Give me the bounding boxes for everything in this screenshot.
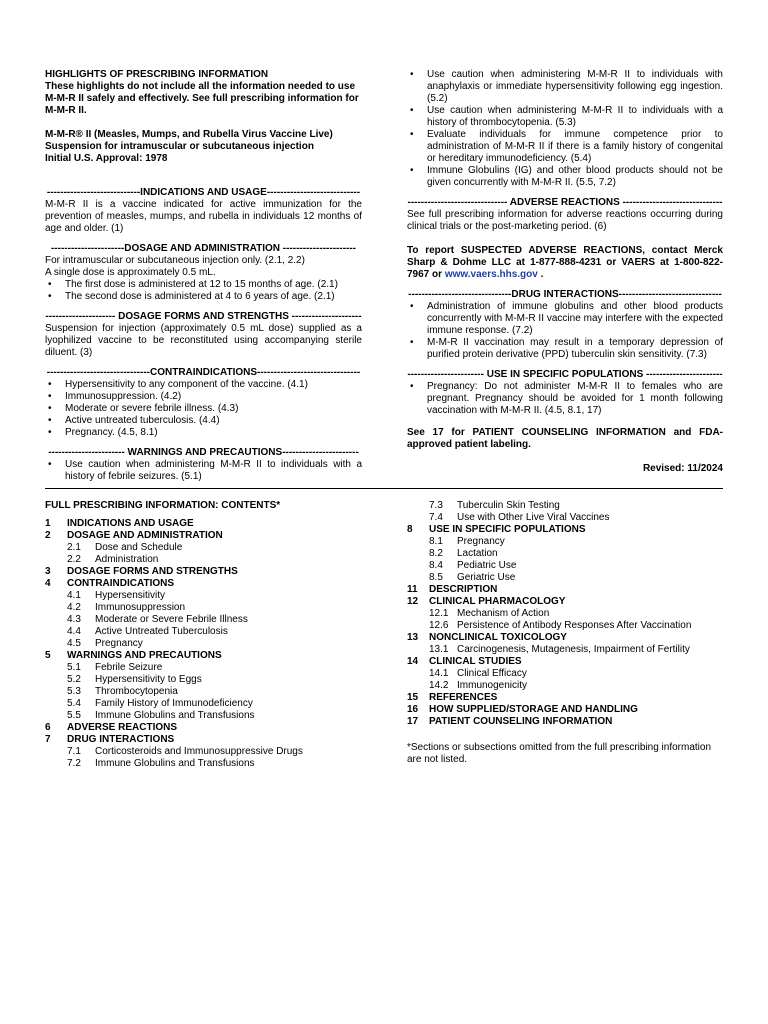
counseling-reference: See 17 for PATIENT COUNSELING INFORMATION and FDA-approved patient labeling.	[407, 427, 723, 450]
toc-right-list	[407, 500, 723, 728]
toc-subsection-2-1[interactable]	[45, 542, 362, 554]
toc-subsection-4-2[interactable]	[45, 602, 362, 614]
toc-subsection-number: 14.1	[429, 668, 449, 679]
toc-section-title: REFERENCES	[429, 692, 498, 703]
toc-section-12[interactable]	[407, 596, 723, 608]
toc-section-17[interactable]	[407, 716, 723, 728]
toc-subsection-number: 4.5	[67, 638, 81, 649]
toc-subsection-title: Thrombocytopenia	[95, 686, 178, 697]
toc-subsection-8-4[interactable]	[407, 560, 723, 572]
indications-text: M-M-R II is a vaccine indicated for active immunization for the prevention of measles, mumps, and rubella in individuals 12 months of age and older. (1)	[45, 199, 362, 234]
toc-left-list	[45, 518, 362, 770]
list-item: • Hypersensitivity to any component of the vaccine. (4.1)	[45, 379, 362, 391]
list-item: • Pregnancy: Do not administer M-M-R II to females who are pregnant. Pregnancy should be avoided for 1 month following vaccination with M-M-R II. (4.5, 8.1, 17)	[407, 381, 723, 417]
toc-subsection-number: 7.1	[67, 746, 81, 757]
toc-footnote: *Sections or subsections omitted from the full prescribing information are not listed.	[407, 742, 712, 765]
vaers-link[interactable]: www.vaers.hhs.gov	[444, 269, 538, 280]
toc-section-number: 11	[407, 584, 418, 595]
toc-section-number: 5	[45, 650, 51, 661]
toc-subsection-number: 5.1	[67, 662, 81, 673]
list-item: • The first dose is administered at 12 to 15 months of age. (2.1)	[45, 279, 362, 291]
dosage-forms-text: Suspension for injection (approximately 0.5 mL dose) supplied as a lyophilized vaccine to be reconstituted using accompanying sterile diluent. (3)	[45, 323, 362, 358]
toc-subsection-number: 8.2	[429, 548, 443, 559]
toc-section-8[interactable]	[407, 524, 723, 536]
toc-section-15[interactable]	[407, 692, 723, 704]
toc-subsection-4-3[interactable]	[45, 614, 362, 626]
toc-section-title: PATIENT COUNSELING INFORMATION	[429, 716, 613, 727]
toc-subsection-title: Persistence of Antibody Responses After Vaccination	[457, 620, 692, 631]
toc-section-title: ADVERSE REACTIONS	[67, 722, 178, 733]
warnings-list-right	[407, 69, 723, 189]
adverse-reactions-heading: ------------------------------ ADVERSE REACTIONS ------------------------------	[407, 197, 723, 208]
toc-section-title: USE IN SPECIFIC POPULATIONS	[429, 524, 586, 535]
adverse-report-end: .	[537, 269, 544, 280]
toc-subsection-title: Use with Other Live Viral Vaccines	[457, 512, 610, 523]
toc-section-number: 14	[407, 656, 419, 667]
toc-subsection-number: 4.2	[67, 602, 81, 613]
toc-subsection-number: 4.4	[67, 626, 81, 637]
toc-right-column	[407, 500, 723, 766]
toc-section-number: 16	[407, 704, 419, 715]
list-item: • Immune Globulins (IG) and other blood products should not be given concurrently with M-M-R II. (5.5, 7.2)	[407, 165, 723, 189]
toc-subsection-title: Immune Globulins and Transfusions	[95, 710, 255, 721]
toc-subsection-title: Immunosuppression	[95, 602, 186, 613]
toc-subsection-5-2[interactable]	[45, 674, 362, 686]
toc-section-title: DRUG INTERACTIONS	[67, 734, 175, 745]
contraindications-list	[45, 379, 362, 439]
toc-section-title: INDICATIONS AND USAGE	[67, 518, 194, 529]
toc-subsection-title: Hypersensitivity	[95, 590, 166, 601]
toc-subsection-number: 5.5	[67, 710, 81, 721]
contraindications-heading: -------------------------------CONTRAINDICATIONS-------------------------------	[46, 367, 361, 378]
toc-section-number: 12	[407, 596, 419, 607]
toc-subsection-number: 5.3	[67, 686, 81, 697]
toc-subsection-title: Administration	[95, 554, 159, 565]
toc-subsection-5-4[interactable]	[45, 698, 362, 710]
toc-subsection-title: Pregnancy	[457, 536, 505, 547]
list-item: • Immunosuppression. (4.2)	[45, 391, 362, 403]
warnings-list-left	[45, 459, 362, 483]
toc-section-title: DOSAGE FORMS AND STRENGTHS	[67, 566, 238, 577]
list-item: • Active untreated tuberculosis. (4.4)	[45, 415, 362, 427]
product-name: M-M-R® II (Measles, Mumps, and Rubella Virus Vaccine Live)	[45, 129, 333, 140]
toc-subsection-14-1[interactable]	[407, 668, 723, 680]
toc-section-title: NONCLINICAL TOXICOLOGY	[429, 632, 567, 643]
toc-section-14[interactable]	[407, 656, 723, 668]
toc-section-11[interactable]	[407, 584, 723, 596]
toc-subsection-title: Immune Globulins and Transfusions	[95, 758, 255, 769]
revised-date: Revised: 11/2024	[642, 463, 723, 474]
toc-subsection-title: Immunogenicity	[457, 680, 528, 691]
toc-subsection-7-3[interactable]	[407, 500, 723, 512]
toc-subsection-12-1[interactable]	[407, 608, 723, 620]
toc-section-title: DOSAGE AND ADMINISTRATION	[67, 530, 223, 541]
toc-section-number: 4	[45, 578, 51, 589]
toc-subsection-4-5[interactable]	[45, 638, 362, 650]
toc-subsection-number: 7.3	[429, 500, 443, 511]
toc-subsection-title: Carcinogenesis, Mutagenesis, Impairment of Fertility	[457, 644, 690, 655]
toc-subsection-7-4[interactable]	[407, 512, 723, 524]
list-item: • Use caution when administering M-M-R II to individuals with a history of febrile seizures. (5.1)	[45, 459, 362, 483]
toc-subsection-title: Clinical Efficacy	[457, 668, 527, 679]
toc-subsection-title: Febrile Seizure	[95, 662, 163, 673]
list-item: • Administration of immune globulins and other blood products concurrently with M-M-R II vaccine may interfere with the expected immune response. (7.2)	[407, 301, 723, 337]
toc-subsection-8-1[interactable]	[407, 536, 723, 548]
adverse-reactions-text: See full prescribing information for adverse reactions occurring during clinical trials or the post-marketing period. (6)	[407, 209, 723, 232]
dosage-heading: ----------------------DOSAGE AND ADMINISTRATION ----------------------	[50, 243, 357, 254]
toc-subsection-title: Moderate or Severe Febrile Illness	[95, 614, 248, 625]
toc-section-title: CLINICAL PHARMACOLOGY	[429, 596, 566, 607]
toc-section-number: 2	[45, 530, 51, 541]
toc-subsection-12-6[interactable]	[407, 620, 723, 632]
section-divider	[45, 488, 723, 489]
toc-subsection-title: Dose and Schedule	[95, 542, 183, 553]
warnings-heading: ----------------------- WARNINGS AND PRECAUTIONS-----------------------	[48, 447, 359, 458]
toc-subsection-7-2[interactable]	[45, 758, 362, 770]
toc-subsection-number: 8.4	[429, 560, 443, 571]
list-item: • Pregnancy. (4.5, 8.1)	[45, 427, 362, 439]
toc-subsection-number: 12.1	[429, 608, 449, 619]
toc-subsection-title: Pregnancy	[95, 638, 143, 649]
list-item: • M-M-R II vaccination may result in a temporary depression of purified protein derivative (PPD) tuberculin skin sensitivity. (7.3)	[407, 337, 723, 361]
toc-subsection-number: 7.4	[429, 512, 443, 523]
dosage-forms-heading: --------------------- DOSAGE FORMS AND STRENGTHS ---------------------	[45, 311, 362, 322]
toc-subsection-title: Geriatric Use	[457, 572, 516, 583]
toc-left-column	[45, 500, 362, 770]
specific-populations-heading: ----------------------- USE IN SPECIFIC POPULATIONS -----------------------	[407, 369, 723, 380]
adverse-report-text: To report SUSPECTED ADVERSE REACTIONS, contact Merck Sharp & Dohme LLC at 1-877-888-4231 or VAERS at 1-800-822-7967 or	[407, 245, 723, 280]
toc-section-13[interactable]	[407, 632, 723, 644]
toc-section-6[interactable]	[45, 722, 362, 734]
toc-subsection-number: 8.1	[429, 536, 443, 547]
toc-subsection-number: 13.1	[429, 644, 449, 655]
adverse-report-notice	[407, 245, 723, 281]
specific-populations-list	[407, 381, 723, 417]
dosage-line-1: For intramuscular or subcutaneous injection only. (2.1, 2.2)	[45, 255, 305, 266]
toc-subsection-number: 2.1	[67, 542, 81, 553]
toc-subsection-number: 12.6	[429, 620, 449, 631]
toc-section-5[interactable]	[45, 650, 362, 662]
toc-subsection-title: Hypersensitivity to Eggs	[95, 674, 202, 685]
toc-subsection-13-1[interactable]	[407, 644, 723, 656]
toc-subsection-number: 5.4	[67, 698, 81, 709]
highlights-right-column	[407, 69, 723, 475]
toc-subsection-number: 14.2	[429, 680, 449, 691]
list-item: • Moderate or severe febrile illness. (4.3)	[45, 403, 362, 415]
toc-subsection-8-5[interactable]	[407, 572, 723, 584]
toc-subsection-title: Corticosteroids and Immunosuppressive Drugs	[95, 746, 303, 757]
toc-subsection-4-1[interactable]	[45, 590, 362, 602]
toc-subsection-8-2[interactable]	[407, 548, 723, 560]
toc-section-number: 15	[407, 692, 419, 703]
dosage-line-2: A single dose is approximately 0.5 mL.	[45, 267, 216, 278]
toc-subsection-title: Lactation	[457, 548, 498, 559]
dosage-list	[45, 279, 362, 303]
toc-subsection-number: 2.2	[67, 554, 81, 565]
toc-section-number: 1	[45, 518, 51, 529]
toc-subsection-title: Active Untreated Tuberculosis	[95, 626, 228, 637]
drug-interactions-list	[407, 301, 723, 361]
toc-subsection-title: Pediatric Use	[457, 560, 517, 571]
toc-subsection-14-2[interactable]	[407, 680, 723, 692]
indications-heading: ----------------------------INDICATIONS AND USAGE----------------------------	[46, 187, 361, 198]
toc-section-number: 13	[407, 632, 419, 643]
toc-title: FULL PRESCRIBING INFORMATION: CONTENTS*	[45, 500, 281, 511]
product-form: Suspension for intramuscular or subcutaneous injection	[45, 141, 314, 152]
toc-subsection-number: 4.3	[67, 614, 81, 625]
toc-section-title: CLINICAL STUDIES	[429, 656, 522, 667]
highlights-header: HIGHLIGHTS OF PRESCRIBING INFORMATION	[45, 69, 269, 80]
toc-subsection-5-3[interactable]	[45, 686, 362, 698]
toc-subsection-number: 4.1	[67, 590, 81, 601]
highlights-intro: These highlights do not include all the information needed to use M-M-R II safely and effectively. See full prescribing information for M-M-R II.	[45, 81, 359, 116]
approval-date: Initial U.S. Approval: 1978	[45, 153, 168, 164]
toc-subsection-title: Family History of Immunodeficiency	[95, 698, 253, 709]
list-item: • Use caution when administering M-M-R II to individuals with anaphylaxis or immediate hypersensitivity following egg ingestion. (5.2)	[407, 69, 723, 105]
toc-subsection-2-2[interactable]	[45, 554, 362, 566]
toc-section-number: 3	[45, 566, 51, 577]
toc-section-title: HOW SUPPLIED/STORAGE AND HANDLING	[429, 704, 638, 715]
toc-subsection-number: 5.2	[67, 674, 81, 685]
toc-section-number: 17	[407, 716, 419, 727]
toc-subsection-title: Tuberculin Skin Testing	[457, 500, 560, 511]
toc-subsection-4-4[interactable]	[45, 626, 362, 638]
highlights-left-column	[45, 69, 362, 483]
toc-section-title: DESCRIPTION	[429, 584, 498, 595]
toc-subsection-5-1[interactable]	[45, 662, 362, 674]
toc-section-number: 7	[45, 734, 51, 745]
toc-section-title: WARNINGS AND PRECAUTIONS	[67, 650, 222, 661]
toc-subsection-number: 7.2	[67, 758, 81, 769]
toc-section-4[interactable]	[45, 578, 362, 590]
toc-subsection-5-5[interactable]	[45, 710, 362, 722]
toc-subsection-title: Mechanism of Action	[457, 608, 550, 619]
list-item: • The second dose is administered at 4 to 6 years of age. (2.1)	[45, 291, 362, 303]
toc-subsection-number: 8.5	[429, 572, 443, 583]
toc-section-number: 8	[407, 524, 413, 535]
toc-subsection-7-1[interactable]	[45, 746, 362, 758]
toc-section-1[interactable]	[45, 518, 362, 530]
drug-interactions-heading: -------------------------------DRUG INTERACTIONS-------------------------------	[408, 289, 722, 300]
toc-section-7[interactable]	[45, 734, 362, 746]
list-item: • Evaluate individuals for immune competence prior to administration of M-M-R II if there is a family history of congenital or hereditary immunodeficiency. (5.4)	[407, 129, 723, 165]
toc-section-number: 6	[45, 722, 51, 733]
toc-section-title: CONTRAINDICATIONS	[67, 578, 175, 589]
toc-section-2[interactable]	[45, 530, 362, 542]
toc-section-16[interactable]	[407, 704, 723, 716]
list-item: • Use caution when administering M-M-R II to individuals with a history of thrombocytopenia. (5.3)	[407, 105, 723, 129]
toc-section-3[interactable]	[45, 566, 362, 578]
